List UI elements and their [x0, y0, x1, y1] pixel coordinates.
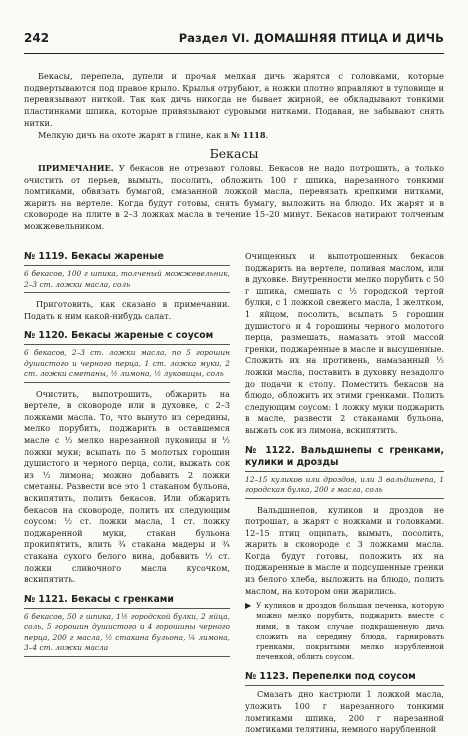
page-header	[24, 31, 444, 47]
divider	[24, 608, 230, 609]
recipe-title: № 1119. Бекасы жареные	[24, 251, 164, 262]
divider	[245, 685, 444, 686]
divider	[24, 265, 230, 266]
recipe-title: № 1121. Бекасы с гренками	[24, 593, 174, 605]
note-block	[24, 163, 444, 233]
divider	[245, 498, 444, 499]
divider	[24, 292, 230, 293]
recipe-reference: № 1118	[231, 129, 266, 140]
intro-text	[24, 71, 444, 141]
recipe-ingredients: 6 бекасов, 2–3 ст. ложки масла, по 5 горошин душистого и черного перца, 1 ст. ложка муки, 2 ст. ложки сметаны, ½ лимона, ½ луковицы, соль	[24, 348, 230, 379]
note-text: У бекасов не отрезают головы. Бекасов не надо потрошить, а только очистить от перьев, вымыть, посолить, обложить 100 г шпика, нарезанного тонкими ломтиками, обвязать бумагой, смазанной ложкой масла, перевязать крепкими нитками, жарить на вертеле. Когда будут готовы, снять бумагу, выложить на блюдо. Их жарят и в сковороде на плите в 2–3 ложках масла в течение 15–20 минут. Бекасов натирают толченым можжевельником.	[24, 163, 444, 231]
recipe-text: Вальдшнепов, куликов и дроздов не потрошат, а жарят с ножками и головками. 12–15 птиц ощипать, вымыть, посолить, жарить в сковороде с 3 ложками масла. Когда будут готовы, положить их на поджаренные в масле и подсушенные гренки из белого хлеба, выложить на блюдо, полить маслом, на котором они жарились.	[245, 504, 444, 596]
header-divider	[24, 53, 444, 54]
recipe-text: Приготовить, как сказано в примечании. Подать к ним какой-нибудь салат.	[24, 299, 230, 321]
recipe-title: № 1123. Перепелки под соусом	[245, 671, 416, 683]
right-column	[245, 251, 444, 736]
section-title: Бекасы	[209, 146, 259, 161]
recipe-1119	[24, 251, 230, 322]
recipe-1121	[24, 594, 230, 657]
running-head: Раздел VI. ДОМАШНЯЯ ПТИЦА И ДИЧЬ	[178, 31, 444, 45]
recipe-title: № 1122. Вальдшнепы с гренками, кулики и дрозды	[245, 444, 444, 468]
left-column	[24, 251, 230, 663]
recipe-ingredients: 6 бекасов, 100 г шпика, толченый можжевельник, 2–3 ст. ложки масла, соль	[24, 269, 230, 289]
divider	[24, 656, 230, 657]
tip-block	[245, 601, 444, 662]
recipe-ingredients: 12–15 куликов или дроздов, или 3 вальдшнепа, 1 городская булка, 200 г масла, соль	[245, 474, 444, 494]
recipe-title: № 1120. Бекасы жареные с соусом	[24, 330, 214, 342]
page-number: 242	[24, 31, 50, 45]
intro-paragraph: Бекасы, перепела, дупели и прочая мелкая дичь жарятся с головками, которые подвертываются под правое крыло. Крылья отрубают, а ножки плотно вправляют в туловище и перевязывают ниткой. Так как дичь никогда не бывает жирной, ее обкладывают тонкими пластинками шпика, которые привязывают суровыми нитками. Подавая, не забывают снять нитки.	[24, 71, 444, 128]
recipe-text: Очистить, выпотрошить, обжарить на вертеле, в сковороде или в духовке, с 2–3 ложками масла. То, что вынуто из середины, мелко порубить, поджарить в оставшемся масле с ½ мелко нарезанной луковицы и ½ ложки муки; всыпать по 5 молотых горошин душистого и черного перца, соли, выжать сок из ½ лимона; можно добавить 2 ложки сметаны. Развести все это 1 стаканом бульона, вскипятить, полить бекасов. Или обжарить бекасов на сковороде, полить их следующим соусом: ½ ст. ложки масла, 1 ст. ложку поджаренной муки, стакан бульона прокипятить, влить ¾ стакана мадеры и ¾ стакана сухого белого вина, добавить ½ ст. ложки сливочного масла кусочком, вскипятить.	[24, 388, 230, 585]
note-lead: ПРИМЕЧАНИЕ.	[38, 163, 114, 173]
recipe-text: Смазать дно кастрюли 1 ложкой масла, уложить 100 г нарезанного тонкими ломтиками шпика, 200 г нарезанной ломтиками телятины, немного нарубленной	[245, 689, 444, 735]
divider	[24, 344, 230, 345]
recipe-ingredients: 6 бекасов, 50 г шпика, 1½ городской булки, 2 яйца, соль, 5 горошин душистого и 4 горошины черного перца, 200 г масла, ½ стакана бульона, ¼ лимона, 3–4 ст. ложки масла	[24, 611, 230, 653]
divider	[245, 471, 444, 472]
triangle-pointer-icon: ▶	[245, 601, 252, 611]
divider	[24, 382, 230, 383]
recipe-1121-text: Очищенных и выпотрошенных бекасов поджарить на вертеле, поливая маслом, или в духовке. Внутренности мелко порубить с 50 г шпика, смешать с ½ городской тертой булки, с 1 ложкой свежего масла, 1 желтком, 1 яйцом, посолить, всыпать 5 горошин душистого и 4 горошины черного молотого перца, размешать, намазать этой массой гренки, поджаренные в масле и высушенные. Сложить их на противень, намазанный ½ ложки масла, поставить в духовку незадолго до подачи к столу. Поместить бекасов на блюдо, обложить их этими гренками. Полить следующим соусом: 1 ложку муки поджарить в масле, развести 2 стаканами бульона, выжать сок из лимона, вскипятить.	[245, 251, 444, 435]
recipe-1123	[245, 671, 444, 735]
tip-text: У куликов и дроздов большая печенка, которую можно мелко порубить, поджарить вместе с ними, в таком случае подкрашенную дичь сложить на середину блюда, гарнировать гренками, покрытыми мелко изрубленной печенкой, облить соусом.	[256, 601, 444, 662]
intro-paragraph-2: Мелкую дичь на охоте жарят в глине, как в № 1118.	[38, 129, 269, 140]
recipe-1122	[245, 445, 444, 663]
recipe-1120	[24, 330, 230, 586]
